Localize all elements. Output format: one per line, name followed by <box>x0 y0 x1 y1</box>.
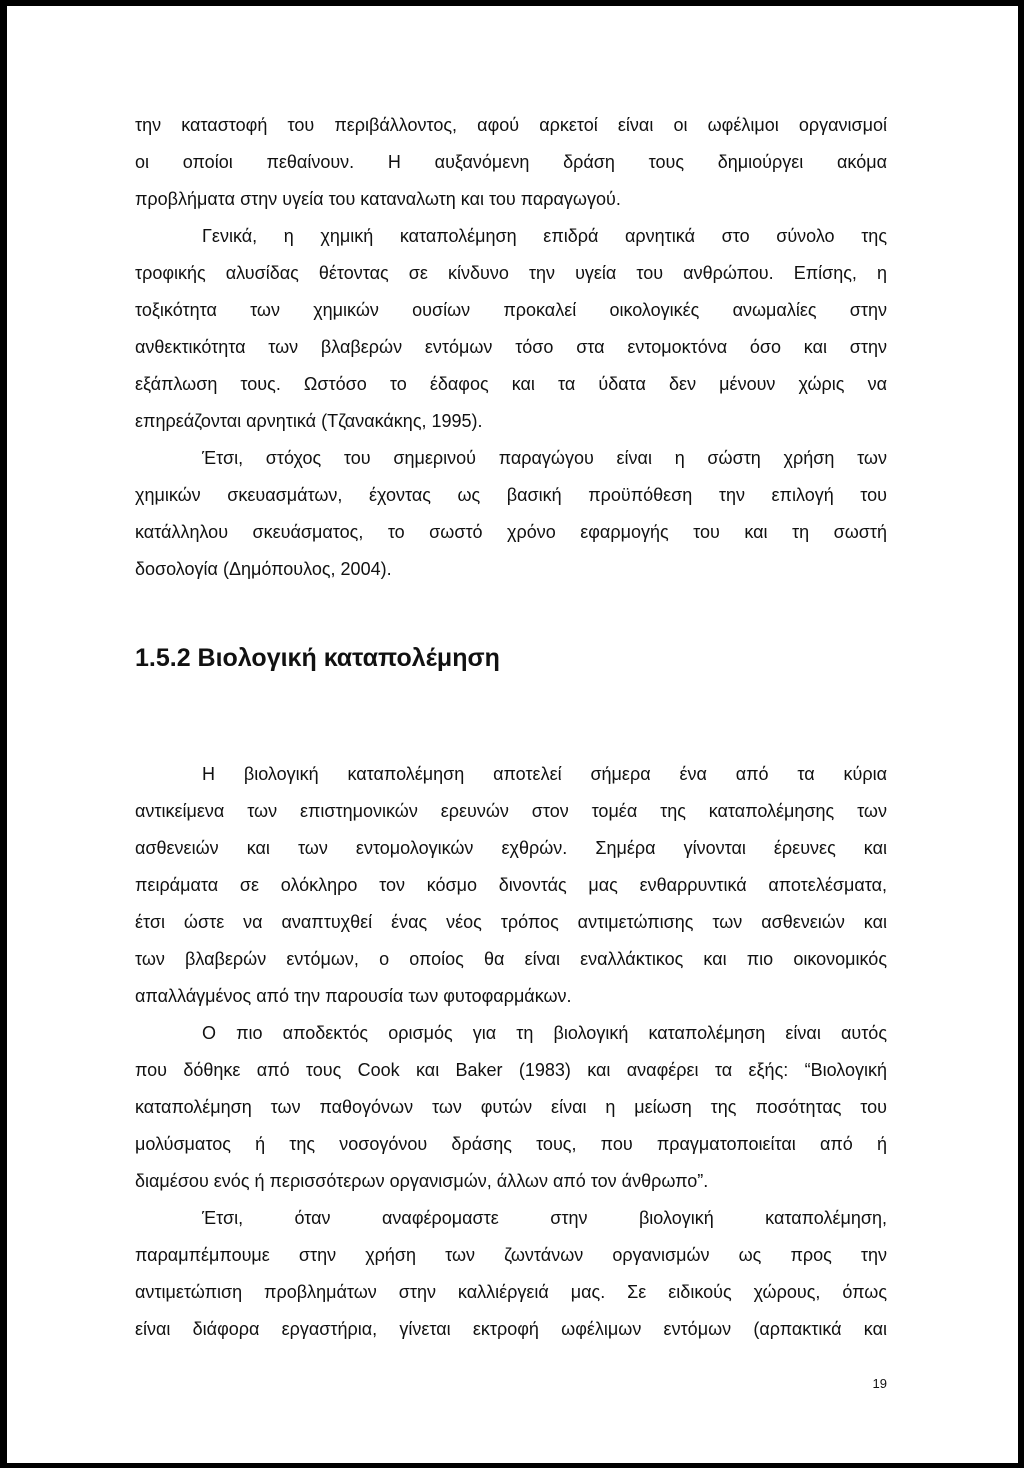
paragraph-line: ασθενειών και των εντομολογικών εχθρών. Σημέρα γίνονται έρευνες και <box>135 838 887 858</box>
paragraph-line: που δόθηκε από τους Cook και Baker (1983) και αναφέρει τα εξής: “Βιολογική <box>135 1060 887 1080</box>
paragraph-line: επηρεάζονται αρνητικά (Τζανακάκης, 1995). <box>135 411 483 431</box>
paragraph-line: πειράματα σε ολόκληρο τον κόσμο δινοντάς μας ενθαρρυντικά αποτελέσματα, <box>135 875 887 895</box>
paragraph-line: Ο πιο αποδεκτός ορισμός για τη βιολογική καταπολέμηση είναι αυτός <box>202 1023 887 1043</box>
paragraph-line: δοσολογία (Δημόπουλος, 2004). <box>135 559 392 579</box>
paragraph-line: έτσι ώστε να αναπτυχθεί ένας νέος τρόπος αντιμετώπισης των ασθενειών και <box>135 912 887 932</box>
paragraph-line: καταπολέμηση των παθογόνων των φυτών είναι η μείωση της ποσότητας του <box>135 1097 887 1117</box>
paragraph-line: διαμέσου ενός ή περισσότερων οργανισμών, άλλων από τον άνθρωπο”. <box>135 1171 709 1191</box>
paragraph-line: Γενικά, η χημική καταπολέμηση επιδρά αρνητικά στο σύνολο της <box>202 226 887 246</box>
paragraph-line: οι οποίοι πεθαίνουν. Η αυξανόμενη δράση τους δημιούργει ακόμα <box>135 152 887 172</box>
paragraph-line: μολύσματος ή της νοσογόνου δράσης τους, που πραγματοποιείται από ή <box>135 1134 887 1154</box>
paragraph-line: είναι διάφορα εργαστήρια, γίνεται εκτροφή ωφέλιμων εντόμων (αρπακτικά και <box>135 1319 887 1339</box>
section-heading: 1.5.2 Βιολογική καταπολέμηση <box>135 644 500 672</box>
paragraph-line: αντιμετώπιση προβλημάτων στην καλλιέργειά μας. Σε ειδικούς χώρους, όπως <box>135 1282 887 1302</box>
paragraph-line: κατάλληλου σκευάσματος, το σωστό χρόνο εφαρμογής του και τη σωστή <box>135 522 887 542</box>
paragraph-line: Η βιολογική καταπολέμηση αποτελεί σήμερα ένα από τα κύρια <box>202 764 887 784</box>
paragraph-line: τροφικής αλυσίδας θέτοντας σε κίνδυνο την υγεία του ανθρώπου. Επίσης, η <box>135 263 887 283</box>
paragraph-line: απαλλάγμένος από την παρουσία των φυτοφαρμάκων. <box>135 986 572 1006</box>
paragraph-line: παραμπέμπουμε στην χρήση των ζωντάνων οργανισμών ως προς την <box>135 1245 887 1265</box>
paragraph-line: τοξικότητα των χημικών ουσίων προκαλεί οικολογικές ανωμαλίες στην <box>135 300 887 320</box>
paragraph-line: εξάπλωση τους. Ωστόσο το έδαφος και τα ύδατα δεν μένουν χώρις να <box>135 374 887 394</box>
paragraph-line: προβλήματα στην υγεία του καταναλωτη και του παραγωγού. <box>135 189 621 209</box>
paragraph-line: Έτσι, όταν αναφέρομαστε στην βιολογική καταπολέμηση, <box>202 1208 887 1228</box>
paragraph-line: την καταστοφή του περιβάλλοντος, αφού αρκετοί είναι οι ωφέλιμοι οργανισμοί <box>135 115 887 135</box>
paragraph-line: αντικείμενα των επιστημονικών ερευνών στον τομέα της καταπολέμησης των <box>135 801 887 821</box>
paragraph-line: χημικών σκευασμάτων, έχοντας ως βασική προϋπόθεση την επιλογή του <box>135 485 887 505</box>
paragraph-line: ανθεκτικότητα των βλαβερών εντόμων τόσο στα εντομοκτόνα όσο και στην <box>135 337 887 357</box>
document-page <box>7 6 1018 1463</box>
page-number: 19 <box>872 1376 887 1391</box>
paragraph-line: Έτσι, στόχος του σημερινού παραγώγου είναι η σώστη χρήση των <box>202 448 887 468</box>
paragraph-line: των βλαβερών εντόμων, ο οποίος θα είναι εναλλάκτικος και πιο οικονομικός <box>135 949 887 969</box>
